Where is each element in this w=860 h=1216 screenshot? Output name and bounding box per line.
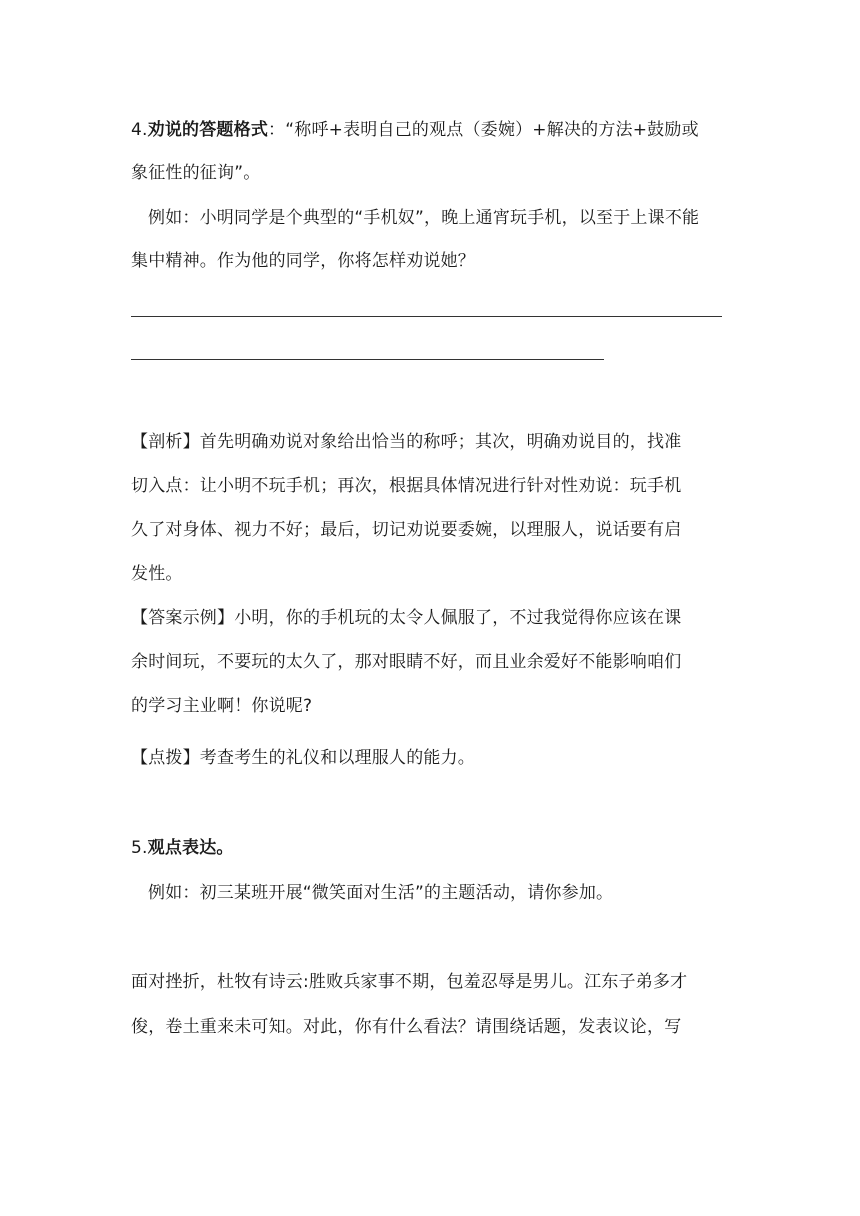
q5-heading: 观点表达。: [147, 838, 234, 858]
q4-tip: 【点拨】考查考生的礼仪和以理服人的能力。: [131, 748, 475, 768]
q4-answer-line3: 的学习主业啊！你说呢?: [131, 696, 313, 716]
q4-heading-line: [131, 118, 731, 142]
q4-heading-line2: 象征性的征询”。: [131, 163, 261, 183]
q5-paragraph-line1: 面对挫折，杜牧有诗云:胜败兵家事不期，包羞忍辱是男儿。江东子弟多才: [131, 972, 688, 992]
q4-example-line2: 集中精神。作为他的同学，你将怎样劝说她？: [131, 251, 475, 271]
q4-analysis-line4: 发性。: [131, 564, 183, 584]
q5-heading-line: [131, 836, 731, 860]
q4-heading-rest: ：“称呼+表明自己的观点（委婉）+解决的方法+鼓励或: [268, 120, 699, 140]
q5-number: 5.: [131, 838, 148, 858]
answer-blank-line-2: [131, 359, 604, 360]
q4-analysis-line3: 久了对身体、视力不好；最后，切记劝说要委婉，以理服人，说话要有启: [131, 520, 682, 540]
q4-analysis-line1: 【剖析】首先明确劝说对象给出恰当的称呼；其次，明确劝说目的，找准: [131, 432, 682, 452]
answer-blank-line-1: [131, 316, 722, 317]
q4-number: 4.: [131, 120, 148, 140]
q4-answer-line1: 【答案示例】小明，你的手机玩的太令人佩服了，不过我觉得你应该在课: [131, 608, 682, 628]
q4-analysis-line2: 切入点：让小明不玩手机；再次，根据具体情况进行针对性劝说：玩手机: [131, 476, 682, 496]
q4-heading: 劝说的答题格式: [147, 120, 269, 140]
q5-example: 例如：初三某班开展“微笑面对生活”的主题活动，请你参加。: [148, 883, 614, 903]
q4-example-line1: 例如：小明同学是个典型的“手机奴”，晚上通宵玩手机，以至于上课不能: [148, 208, 700, 228]
q5-paragraph-line2: 俊，卷土重来未可知。对此，你有什么看法？请围绕话题，发表议论，写: [131, 1017, 682, 1037]
q4-answer-line2: 余时间玩，不要玩的太久了，那对眼睛不好，而且业余爱好不能影响咱们: [131, 652, 682, 672]
